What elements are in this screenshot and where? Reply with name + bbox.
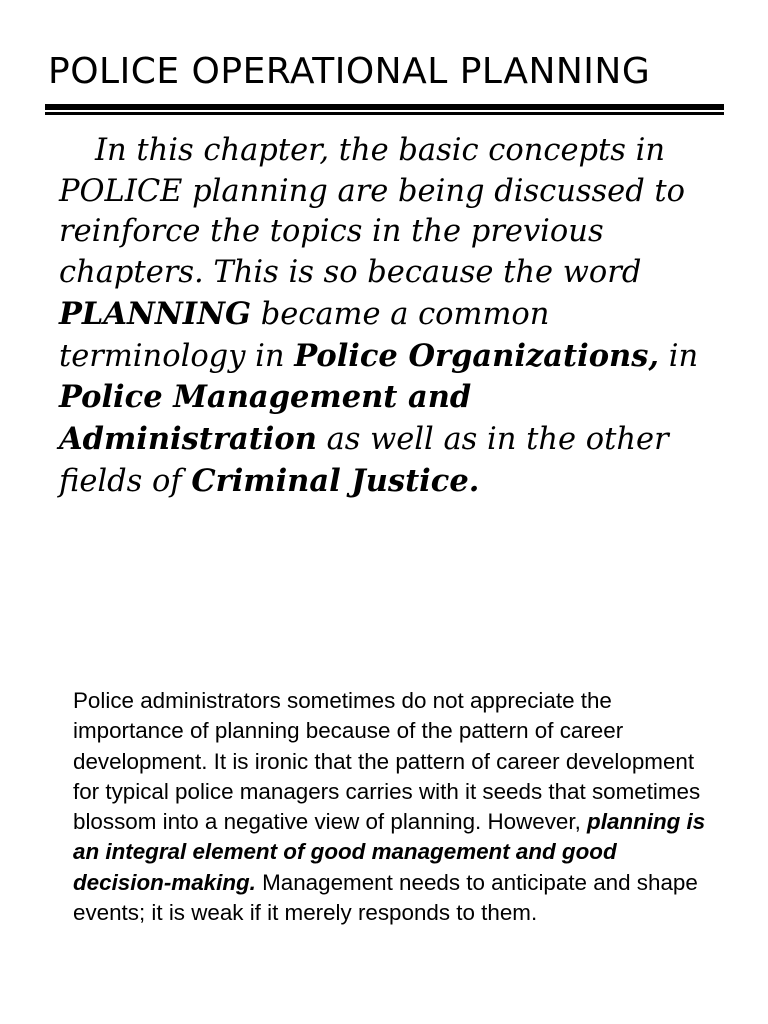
- body-paragraph: [73, 686, 713, 928]
- intro-paragraph: [59, 131, 709, 502]
- body-emphasis: planning is an integral element of good management and good decision-making.: [73, 809, 706, 895]
- body-text: Management needs to anticipate and shape events; it is weak if it merely responds to them.: [73, 869, 698, 926]
- intro-emphasis-planning: PLANNING: [59, 295, 251, 332]
- body-text: Police administrators sometimes do not appreciate the importance of planning because of the pattern of career development. It is ironic that the pattern of career development for typical police managers carries with it seeds that sometimes blossom into a negative view of planning. However,: [73, 688, 701, 835]
- intro-emphasis-police-organizations: Police Organizations,: [294, 337, 660, 374]
- intro-text: as well as in the other fields of: [59, 421, 669, 499]
- intro-text: became a common terminology in: [59, 296, 550, 374]
- title-underline-thick: [45, 104, 724, 110]
- intro-text: in: [659, 338, 699, 374]
- title-underline-thin: [45, 112, 724, 115]
- intro-emphasis-criminal-justice: Criminal Justice.: [191, 462, 480, 499]
- intro-text: In this chapter, the basic concepts in POLICE planning are being discussed to reinforce the topics in the previous chapters. This is so because the word: [59, 133, 686, 291]
- page-title: POLICE OPERATIONAL PLANNING: [48, 51, 651, 92]
- intro-emphasis-police-management: Police Management and Administration: [59, 379, 472, 457]
